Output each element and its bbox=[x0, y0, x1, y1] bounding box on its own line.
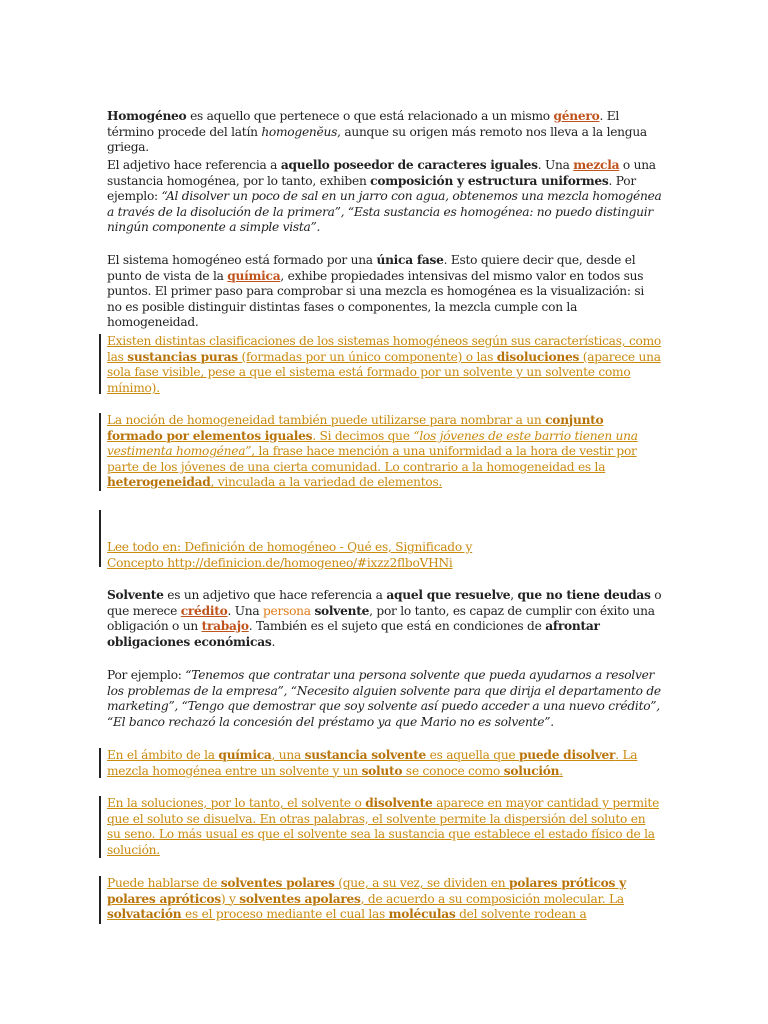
change-bar bbox=[99, 796, 101, 858]
text: o una sustancia homogénea, por lo tanto, exhiben bbox=[107, 158, 656, 188]
paragraph-nocion-homogeneidad[interactable] bbox=[107, 413, 662, 491]
change-bar bbox=[99, 334, 101, 394]
text: Por ejemplo: bbox=[107, 668, 186, 682]
paragraph-adjetivo bbox=[107, 158, 662, 236]
change-bar bbox=[99, 510, 101, 567]
paragraph-ejemplos-solvente bbox=[107, 668, 662, 730]
link-credito[interactable]: crédito bbox=[180, 603, 228, 618]
text: . También es el sujeto que está en condiciones de bbox=[248, 619, 546, 634]
text: es aquella que bbox=[426, 748, 520, 762]
term-solvente: Solvente bbox=[107, 588, 164, 602]
text: . bbox=[271, 634, 276, 649]
bold-phrase: sustancias puras bbox=[127, 349, 238, 364]
text: , una bbox=[271, 748, 305, 762]
example-quote: “Tenemos que contratar una persona solvente que pueda ayudarnos a resolver los problemas de la empresa”, “Necesito alguien solvente para que dirija el departamento de marketing”, “Tengo que demostrar que soy solvente así puedo acceder a una nuevo crédito”, “El banco rechazó la concesión del préstamo ya que Mario no es solvente”. bbox=[107, 668, 661, 729]
term-homogeneo: Homogéneo bbox=[107, 109, 187, 123]
text: (que, a su vez, se dividen en bbox=[334, 876, 509, 890]
text: es aquello que pertenece o que está relacionado a un mismo bbox=[186, 109, 554, 123]
text: Existen distintas clasificaciones de los sistemas homogéneos según sus características, como las bbox=[107, 334, 662, 364]
bold-phrase: afrontar obligaciones económicas bbox=[107, 619, 600, 649]
paragraph-solventes-polares[interactable] bbox=[107, 876, 667, 923]
paragraph-clasificaciones[interactable] bbox=[107, 334, 662, 396]
latin-term: homogenĕus bbox=[261, 124, 338, 139]
bold-phrase: química bbox=[218, 748, 272, 762]
text: , de acuerdo a su composición molecular. La bbox=[360, 891, 624, 906]
bold-phrase: aquello poseedor de caracteres iguales bbox=[280, 158, 538, 172]
text: se conoce como bbox=[402, 763, 504, 778]
bold-phrase: soluto bbox=[361, 763, 403, 778]
paragraph-soluciones[interactable] bbox=[107, 796, 662, 858]
bold-phrase: moléculas bbox=[388, 907, 456, 922]
bold-phrase: única fase bbox=[376, 253, 444, 267]
text: . Una bbox=[227, 603, 263, 618]
source-link[interactable] bbox=[107, 540, 487, 571]
text: Puede hablarse de bbox=[107, 876, 221, 890]
bold-phrase: sustancia solvente bbox=[304, 748, 426, 762]
text: aparece en mayor cantidad y permite que el soluto se disuelva. En otras palabras, el solvente permite la dispersión del soluto en su seno. Lo más usual es que el solvente sea la sustancia que establece el estado físico de la solución. bbox=[107, 796, 660, 857]
text: . Una bbox=[537, 158, 574, 172]
example-quote: “Al disolver un poco de sal en un jarro con agua, obtenemos una mezcla homogénea a través de la disolución de la primera”, “Esta sustancia es homogénea: no puedo distinguir ningún componente a simple vista”. bbox=[107, 189, 662, 235]
text: . Si decimos que bbox=[312, 428, 414, 443]
text: , bbox=[510, 588, 518, 602]
bold-phrase: solución bbox=[503, 763, 560, 778]
text: . bbox=[559, 763, 563, 778]
paragraph-solvente-quimica[interactable] bbox=[107, 748, 662, 779]
text: ) y bbox=[220, 891, 240, 906]
bold-phrase: que no tiene deudas bbox=[517, 588, 651, 602]
bold-phrase: disoluciones bbox=[496, 349, 580, 364]
text: . Esto quiere decir que, desde el punto de vista de la bbox=[107, 253, 636, 283]
bold-phrase: puede disolver bbox=[519, 748, 616, 762]
text: , exhibe propiedades intensivas del mismo valor en todos sus puntos. El primer paso para comprobar si una mezcla es homogénea es la visualización: si no es posible distinguir distintas fases o componentes, la mezcla cumple con la homogeneidad. bbox=[107, 268, 645, 330]
text: es el proceso mediante el cual las bbox=[181, 907, 389, 922]
bold-phrase: heterogeneidad bbox=[107, 475, 211, 490]
example-quote: “los jóvenes de este barrio tienen una vestimenta homogénea” bbox=[107, 428, 638, 459]
text: En la soluciones, por lo tanto, el solvente o bbox=[107, 796, 366, 810]
text: o que merece bbox=[107, 588, 662, 618]
paragraph-solvente-definicion bbox=[107, 588, 662, 650]
text: En el ámbito de la bbox=[107, 748, 219, 762]
bold-phrase: aquel que resuelve bbox=[386, 588, 511, 602]
text: El sistema homogéneo está formado por una bbox=[107, 253, 377, 267]
text: Lee todo en: Definición de homogéneo - Qué es, Significado y Concepto http://definicion.de/homogeneo/#ixzz2flboVHNi bbox=[107, 540, 473, 570]
link-genero[interactable]: género bbox=[553, 109, 600, 123]
text: La noción de homogeneidad también puede utilizarse para nombrar a un bbox=[107, 413, 546, 427]
link-quimica[interactable]: química bbox=[227, 268, 281, 283]
change-bar bbox=[99, 876, 101, 924]
bold-phrase: solvatación bbox=[107, 907, 182, 922]
text: . La mezcla homogénea entre un solvente y un bbox=[107, 748, 638, 778]
text: . Por ejemplo: bbox=[107, 173, 636, 204]
text: , la frase hace mención a una uniformidad a la hora de vestir por parte de los jóvenes de una cierta comunidad. Lo contrario a la homogeneidad es la bbox=[107, 444, 637, 474]
text: El adjetivo hace referencia a bbox=[107, 158, 281, 172]
bold-phrase: composición y estructura uniformes bbox=[370, 173, 609, 188]
paragraph-sistema-homogeneo bbox=[107, 253, 662, 331]
text: es un adjetivo que hace referencia a bbox=[163, 588, 387, 602]
link-persona[interactable]: persona bbox=[263, 603, 311, 618]
text: , aunque su origen más remoto nos lleva a la lengua griega. bbox=[107, 124, 647, 155]
paragraph-homogeneo-definicion bbox=[107, 109, 662, 156]
bold-phrase: polares próticos y polares apróticos bbox=[107, 876, 626, 906]
bold-phrase: solventes polares bbox=[220, 876, 335, 890]
text: (aparece una sola fase visible, pese a que el sistema está formado por un solvente y un solvente como mínimo). bbox=[107, 349, 661, 395]
text: . El término procede del latín bbox=[107, 109, 620, 139]
change-bar bbox=[99, 413, 101, 491]
bold-phrase: solvente bbox=[314, 603, 370, 618]
text: , vinculada a la variedad de elementos. bbox=[210, 475, 443, 490]
change-bar bbox=[99, 748, 101, 778]
text: (formadas por un único componente) o las bbox=[237, 349, 497, 364]
bold-phrase: conjunto formado por elementos iguales bbox=[107, 413, 604, 443]
link-trabajo[interactable]: trabajo bbox=[201, 619, 249, 634]
bold-phrase: solventes apolares bbox=[239, 891, 361, 906]
link-mezcla[interactable]: mezcla bbox=[573, 158, 620, 172]
text: del solvente rodean a bbox=[455, 907, 587, 922]
bold-phrase: disolvente bbox=[365, 796, 433, 810]
text: , por lo tanto, es capaz de cumplir con éxito una obligación o un bbox=[107, 603, 655, 634]
